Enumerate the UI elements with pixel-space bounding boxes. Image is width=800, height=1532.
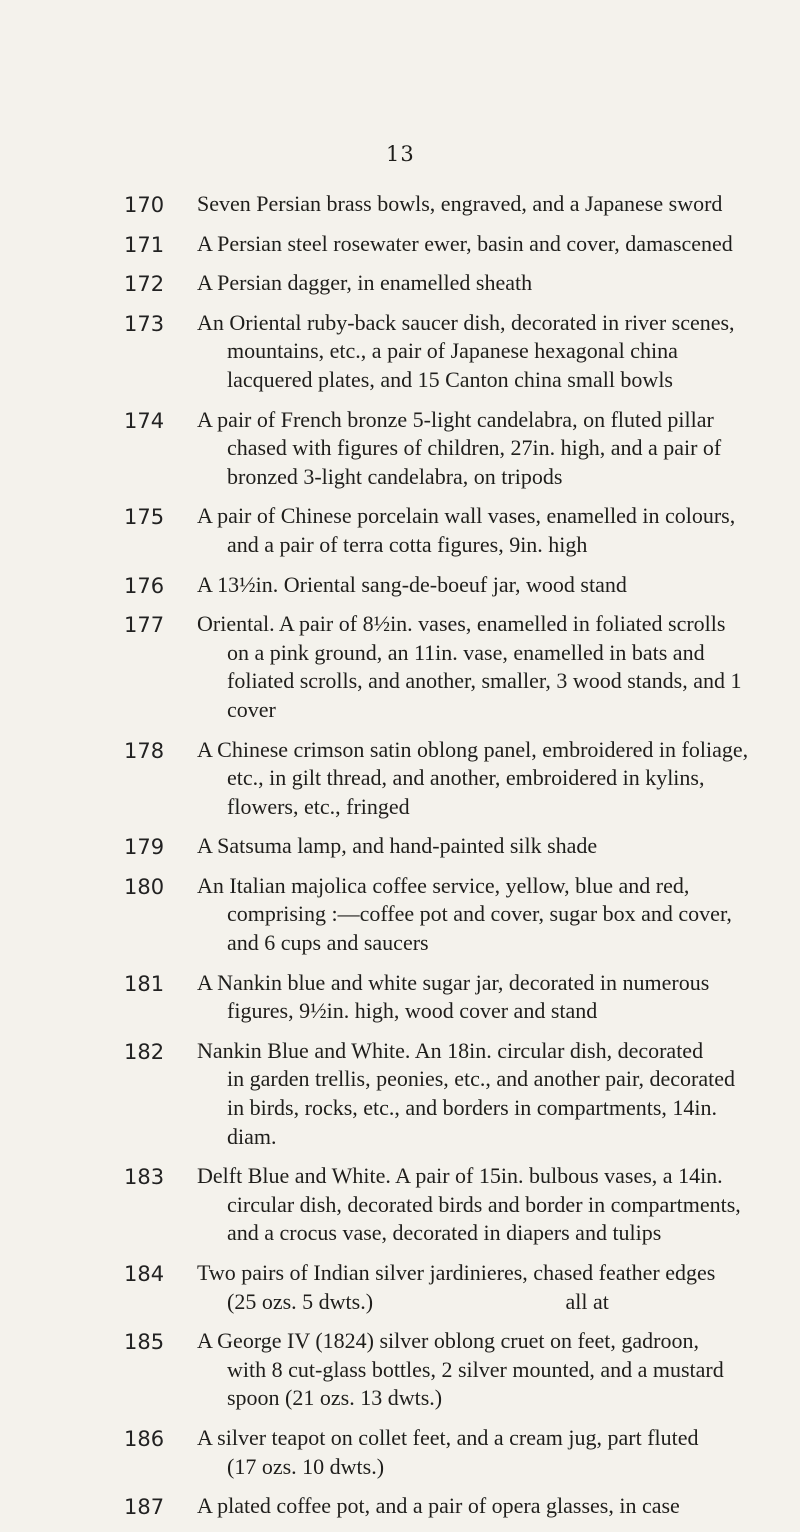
- lot-description-line: Oriental. A pair of 8½in. vases, enamelled in foliated scrolls: [197, 611, 726, 637]
- lot-description-line: cover: [227, 696, 276, 722]
- lot-entry: [0, 1492, 800, 1521]
- lot-description-line: An Italian majolica coffee service, yellow, blue and red,: [197, 872, 690, 898]
- lot-description: [197, 230, 752, 259]
- lot-number: 173: [124, 311, 165, 336]
- lot-description-line: mountains, etc., a pair of Japanese hexagonal china: [227, 338, 678, 364]
- lot-description-line: Nankin Blue and White. An 18in. circular dish, decorated: [197, 1037, 704, 1063]
- page-number: 13: [386, 142, 415, 166]
- lot-number: 181: [124, 971, 165, 996]
- lot-description: [197, 406, 752, 492]
- lot-number: 171: [124, 232, 165, 257]
- lot-description: [197, 269, 752, 298]
- lot-description-line: comprising :—coffee pot and cover, sugar box and cover,: [227, 901, 732, 927]
- lot-description: [197, 190, 752, 219]
- lot-description: [197, 1162, 752, 1248]
- lot-description-line: and 6 cups and saucers: [227, 930, 429, 956]
- lot-number: 183: [124, 1165, 165, 1190]
- lot-description-line: Seven Persian brass bowls, engraved, and a Japanese sword: [197, 191, 723, 216]
- lot-description-line: A Persian dagger, in enamelled sheath: [197, 270, 533, 296]
- lot-number: 176: [124, 573, 165, 598]
- lot-description: [197, 969, 752, 1026]
- lot-description: [197, 736, 752, 822]
- lot-number: 175: [124, 505, 165, 530]
- lot-number: 178: [124, 738, 165, 763]
- lot-number: 185: [124, 1330, 165, 1355]
- lot-description-line: Delft Blue and White. A pair of 15in. bulbous vases, a 14in.: [197, 1163, 723, 1189]
- lot-number: 184: [124, 1262, 165, 1286]
- lot-number: 180: [124, 874, 165, 899]
- lot-description: [197, 610, 752, 724]
- lot-description-line: A pair of French bronze 5-light candelabra, on fluted pillar: [197, 406, 714, 432]
- lot-description-line: chased with figures of children, 27in. high, and a pair of: [227, 435, 722, 461]
- lot-description-line: (25 ozs. 5 dwts.) all at: [227, 1288, 609, 1314]
- lot-description-line: in garden trellis, peonies, etc., and another pair, decorated: [227, 1066, 735, 1092]
- lot-number: 174: [124, 408, 165, 433]
- lot-entry: [0, 502, 800, 559]
- lot-description: [197, 1327, 752, 1413]
- lot-entry: [0, 832, 800, 861]
- lot-entry: [0, 1162, 800, 1248]
- lot-description: [197, 571, 752, 600]
- lot-entry: [0, 872, 800, 958]
- lot-description-line: A pair of Chinese porcelain wall vases, enamelled in colours,: [197, 503, 736, 529]
- lot-description-line: etc., in gilt thread, and another, embroidered in kylins,: [227, 765, 705, 791]
- lot-description-line: A Nankin blue and white sugar jar, decorated in numerous: [197, 969, 710, 995]
- lot-number: 177: [124, 613, 165, 638]
- lot-entry: [0, 230, 800, 259]
- lot-entry: [0, 1327, 800, 1413]
- lot-description-line: lacquered plates, and 15 Canton china small bowls: [227, 366, 673, 392]
- lot-description-line: A Persian steel rosewater ewer, basin and cover, damascened: [197, 230, 733, 256]
- lot-description-line: A Satsuma lamp, and hand-painted silk shade: [197, 833, 598, 859]
- lot-entry: [0, 571, 800, 600]
- lot-description: [197, 872, 752, 958]
- lot-description-line: (17 ozs. 10 dwts.): [227, 1453, 385, 1479]
- lot-number: 187: [124, 1495, 165, 1520]
- lot-description-line: An Oriental ruby-back saucer dish, decorated in river scenes,: [197, 309, 735, 335]
- lot-number: 182: [124, 1039, 165, 1064]
- lot-description-line: flowers, etc., fringed: [227, 793, 410, 819]
- lot-entry: [0, 969, 800, 1026]
- lot-description: [197, 1424, 752, 1481]
- lot-description: [197, 1492, 752, 1521]
- lot-description-line: with 8 cut-glass bottles, 2 silver mounted, and a mustard: [227, 1356, 724, 1382]
- lot-description-line: Two pairs of Indian silver jardinieres, chased feather edges: [197, 1260, 716, 1285]
- lot-description-line: foliated scrolls, and another, smaller, 3 wood stands, and 1: [227, 668, 742, 694]
- lot-description: [197, 1037, 752, 1151]
- lot-entry: [0, 269, 800, 298]
- lot-description-line: figures, 9½in. high, wood cover and stand: [227, 998, 598, 1024]
- lot-number: 186: [124, 1426, 165, 1451]
- lot-number: 170: [124, 193, 165, 217]
- lot-description: [197, 502, 752, 559]
- lot-description-line: bronzed 3-light candelabra, on tripods: [227, 463, 563, 489]
- lot-description-line: A 13½in. Oriental sang-de-boeuf jar, wood stand: [197, 571, 627, 597]
- lot-description: [197, 832, 752, 861]
- lot-entry: [0, 406, 800, 492]
- lot-description-line: circular dish, decorated birds and border in compartments,: [227, 1191, 741, 1217]
- lot-description-line: A plated coffee pot, and a pair of opera glasses, in case: [197, 1493, 680, 1519]
- lot-number: 172: [124, 272, 165, 297]
- lot-description-line: diam.: [227, 1123, 277, 1149]
- lot-description-line: A silver teapot on collet feet, and a cream jug, part fluted: [197, 1424, 699, 1450]
- lot-entry: [0, 1424, 800, 1481]
- lot-description-line: A George IV (1824) silver oblong cruet on feet, gadroon,: [197, 1328, 700, 1354]
- lot-entry: [0, 1037, 800, 1151]
- lot-description-line: spoon (21 ozs. 13 dwts.): [227, 1385, 443, 1411]
- lot-description-line: and a pair of terra cotta figures, 9in. high: [227, 531, 588, 557]
- lot-description-line: on a pink ground, an 11in. vase, enamelled in bats and: [227, 639, 705, 665]
- lot-description-line: in birds, rocks, etc., and borders in compartments, 14in.: [227, 1095, 718, 1121]
- lot-description: [197, 309, 752, 395]
- lot-entry: [0, 309, 800, 395]
- lot-entry: [0, 190, 800, 219]
- lot-number: 179: [124, 835, 165, 860]
- lot-description-line: and a crocus vase, decorated in diapers and tulips: [227, 1220, 662, 1246]
- lot-list: [0, 190, 800, 1532]
- lot-description-line: A Chinese crimson satin oblong panel, embroidered in foliage,: [197, 736, 749, 762]
- lot-entry: [0, 736, 800, 822]
- lot-entry: [0, 610, 800, 724]
